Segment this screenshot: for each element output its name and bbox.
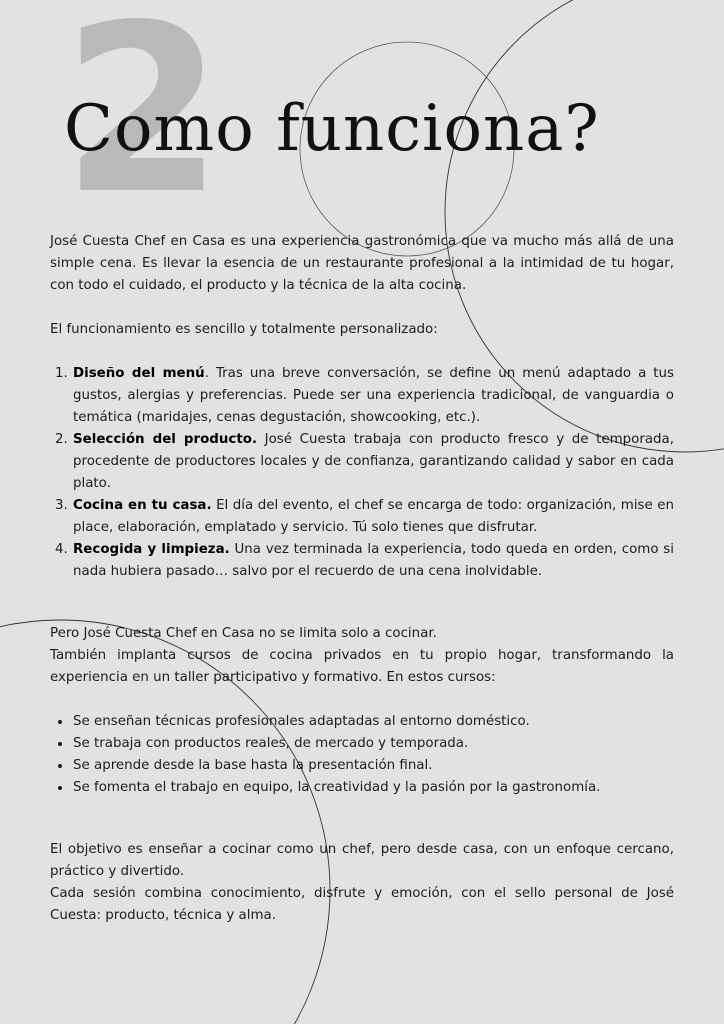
step-item <box>72 495 674 539</box>
step-title: Recogida y limpieza. <box>73 542 230 557</box>
steps-list <box>50 363 674 583</box>
step-text: . Tras una breve conversación, se define un menú adaptado a tus gustos, alergias y preferencias. Puede ser una experiencia tradicional, de vanguardia o temática (maridajes, cenas degustación, showcooking, etc.). <box>73 366 675 425</box>
courses-intro-1: Pero José Cuesta Chef en Casa no se limita solo a cocinar. <box>50 626 437 641</box>
course-point: • Se fomenta el trabajo en equipo, la creatividad y la pasión por la gastronomía. <box>72 777 674 799</box>
course-point: • Se aprende desde la base hasta la presentación final. <box>72 755 674 777</box>
step-item <box>72 539 674 583</box>
step-text: El día del evento, el chef se encarga de todo: organización, mise en place, elaboración, emplatado y servicio. Tú solo tienes que disfrutar. <box>73 498 675 535</box>
course-point: • Se enseñan técnicas profesionales adaptadas al entorno doméstico. <box>72 711 674 733</box>
step-title: Selección del producto. <box>73 432 258 447</box>
page-title: Como funciona? <box>64 92 600 166</box>
step-text: Una vez terminada la experiencia, todo queda en orden, como si nada hubiera pasado… salvo por el recuerdo de una cena inolvidable. <box>73 542 674 579</box>
step-item <box>72 429 674 495</box>
courses-intro-2: También implanta cursos de cocina privados en tu propio hogar, transformando la experiencia en un taller participativo y formativo. En estos cursos: <box>50 648 674 685</box>
closing-paragraph-2: Cada sesión combina conocimiento, disfrute y emoción, con el sello personal de José Cuesta: producto, técnica y alma. <box>50 886 674 923</box>
closing-paragraph-1: El objetivo es enseñar a cocinar como un chef, pero desde casa, con un enfoque cercano, práctico y divertido. <box>50 842 674 879</box>
step-item <box>72 363 674 429</box>
body-content <box>50 231 674 927</box>
section-number: 2 <box>62 0 218 245</box>
step-title: Diseño del menú <box>73 366 205 381</box>
lead-paragraph: El funcionamiento es sencillo y totalmente personalizado: <box>50 322 438 337</box>
step-title: Cocina en tu casa. <box>73 498 212 513</box>
intro-paragraph: José Cuesta Chef en Casa es una experiencia gastronómica que va mucho más allá de una simple cena. Es llevar la esencia de un restaurante profesional a la intimidad de tu hogar, con todo el cuidado, el producto y la técnica de la alta cocina. <box>50 234 674 293</box>
course-points-list <box>50 711 674 799</box>
step-text: José Cuesta trabaja con producto fresco y de temporada, procedente de productores locales y de confianza, garantizando calidad y sabor en cada plato. <box>73 432 674 491</box>
course-point: • Se trabaja con productos reales, de mercado y temporada. <box>72 733 674 755</box>
